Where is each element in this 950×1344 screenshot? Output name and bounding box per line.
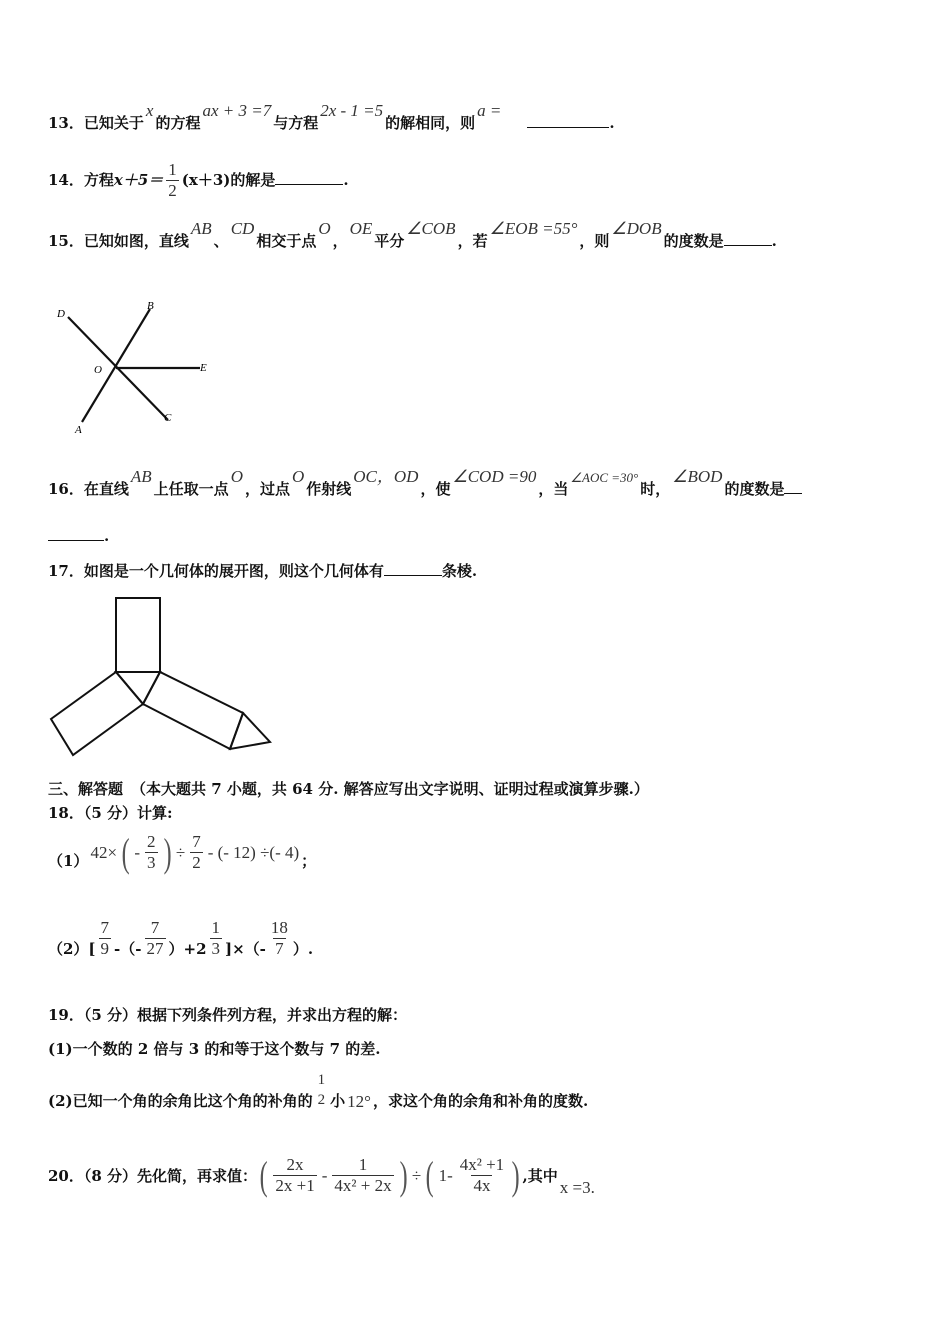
- question-13: 13．已知关于x的方程ax + 3 =7与方程2x - 1 =5的解相同，则a =.: [48, 101, 615, 132]
- answer-blank[interactable]: [275, 170, 343, 185]
- figure-intersecting-lines: [50, 295, 220, 437]
- section-3-header: 三、解答题 （本大题共 7 小题，共 64 分. 解答应写出文字说明、证明过程或演算步骤.）: [48, 780, 649, 798]
- figure-prism-net: [45, 592, 275, 762]
- question-18-part-1: （1） 42× ( - $\frac{2}{3}$ ) ÷ $\frac{7}{2}$ - (- 12) ÷(- 4) ；: [48, 829, 317, 875]
- equation-2: 2x - 1 =5: [320, 101, 384, 120]
- label-c: C: [164, 412, 172, 424]
- net-end-triangle: [230, 713, 270, 749]
- question-18-header: 18．（5 分）计算:: [48, 804, 173, 822]
- label-a: A: [75, 424, 82, 436]
- line-ab: [82, 309, 150, 422]
- label-e: E: [200, 362, 207, 374]
- answer-blank[interactable]: [724, 231, 772, 246]
- equation-1: ax + 3 =7: [202, 101, 272, 120]
- question-19-part-1: (1)一个数的 2 倍与 3 的和等于这个数与 7 的差.: [48, 1040, 381, 1058]
- question-18-part-2: （2）[ $\frac{7}{9}$ -（- $\frac{7}{27}$ ）+2 $\frac{1}{3}$ ]×（- $\frac{18}{7}$ ）.: [48, 918, 314, 958]
- net-left-rectangle: [51, 672, 143, 755]
- question-20: 20．（8 分）先化简，再求值：( $\frac{2x}{2x +1}$ - $\frac{1}{\text{4x² + 2x}}$ ) ÷ ( 1- $\frac{\text{4x² +1}}{4x}$ ) ,其中x =3.: [48, 1152, 595, 1198]
- question-17: 17．如图是一个几何体的展开图，则这个几何体有 条棱.: [48, 562, 478, 580]
- question-19-header: 19．（5 分）根据下列条件列方程，并求出方程的解：: [48, 1006, 408, 1024]
- answer-blank-start[interactable]: [784, 479, 802, 494]
- net-right-rectangle: [143, 672, 243, 749]
- math-a: a =: [477, 101, 502, 120]
- answer-blank[interactable]: [527, 113, 609, 128]
- question-16: 16．在直线AB上任取一点O，过点O作射线OC，OD，使∠COD =90，当∠AOC =30°时，∠BOD的度数是: [48, 474, 802, 499]
- question-19-part-2: (2)已知一个角的余角比这个角的补角的 1 2 小 12° ，求这个角的余角和补角的度数.: [48, 1072, 589, 1111]
- question-14: 14．方程x＋5＝ $\frac{1}{2}$ (x＋3)的解是 .: [48, 160, 349, 200]
- label-o: O: [94, 364, 102, 376]
- question-15: 15．已知如图，直线AB、CD相交于点O，OE平分∠COB，若∠EOB =55°，则∠DOB的度数是 .: [48, 219, 777, 250]
- question-16-continued: .: [48, 526, 109, 545]
- net-top-rectangle: [116, 598, 160, 672]
- fraction-half: $\frac{1}{2}$: [168, 160, 177, 200]
- answer-blank[interactable]: [384, 561, 442, 576]
- answer-blank[interactable]: [48, 526, 104, 541]
- label-b: B: [147, 300, 154, 312]
- label-d: D: [57, 308, 65, 320]
- math-x: x: [145, 101, 154, 120]
